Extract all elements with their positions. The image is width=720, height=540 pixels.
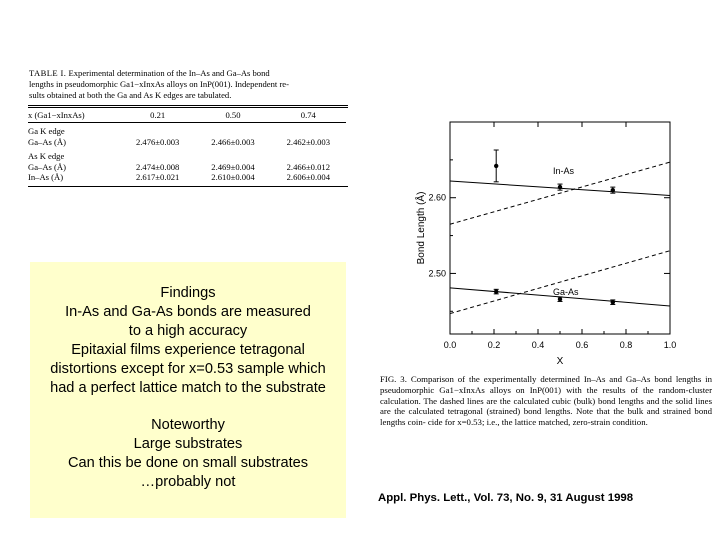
- as-edge-title: As K edge: [28, 151, 65, 161]
- x-tick-label: 0.2: [487, 340, 501, 350]
- figure-caption: [380, 374, 712, 428]
- cubic-calc-line: [450, 251, 670, 314]
- figure-caption-line-6: cide for x=0.53; i.e., the lattice matched, zero-strain condition.: [427, 417, 648, 428]
- table-one: [28, 68, 348, 228]
- ga-edge-title-row: [28, 126, 346, 137]
- table-caption-line-2: lengths in pseudomorphic Ga1−xInxAs alloys on InP(001). Independent re-: [29, 79, 289, 89]
- data-point: [558, 297, 562, 301]
- table-caption-label: TABLE I.: [29, 68, 67, 78]
- x-axis-label: X: [556, 356, 564, 367]
- findings-line-3: Epitaxial films experience tetragonal: [71, 342, 305, 358]
- table-cell: 2.606±0.004: [286, 172, 331, 182]
- table-cell: 2.617±0.021: [135, 172, 180, 182]
- table-cell: 2.610±0.004: [211, 172, 255, 182]
- table-cell: 2.462±0.003: [286, 136, 331, 147]
- table-caption-line-3: sults obtained at both the Ga and As K edges are tabulated.: [29, 90, 232, 100]
- table-caption-line-1: Experimental determination of the In–As and Ga–As bond: [68, 68, 270, 78]
- row-label: In–As (Å): [28, 172, 64, 182]
- table-header-row: [28, 108, 346, 123]
- ga-as-annotation: Ga-As: [553, 287, 579, 297]
- findings-line-1: In-As and Ga-As bonds are measured: [65, 304, 311, 320]
- x-tick-label: 1.0: [663, 340, 677, 350]
- citation: Appl. Phys. Lett., Vol. 73, No. 9, 31 August 1998: [378, 492, 634, 504]
- noteworthy-title: Noteworthy: [151, 417, 225, 433]
- noteworthy-line-3: …probably not: [140, 474, 236, 490]
- table-bottom-rule: [28, 186, 348, 187]
- x-tick-label: 0.8: [619, 340, 633, 350]
- table-row: [28, 162, 346, 173]
- data-point: [611, 300, 615, 304]
- data-point: [494, 289, 498, 293]
- table-header-col-2: 0.50: [225, 109, 241, 120]
- ga-edge-title: Ga K edge: [28, 126, 65, 136]
- table-cell: 2.469±0.004: [211, 161, 255, 172]
- figure-caption-label: FIG. 3.: [380, 374, 407, 384]
- row-label: Ga–As (Å): [28, 161, 66, 172]
- findings-title: Findings: [160, 285, 216, 301]
- data-point: [494, 164, 498, 168]
- table-header-col-1: 0.21: [150, 109, 166, 120]
- figure-three: [408, 118, 708, 368]
- y-tick-label: 2.60: [428, 192, 446, 203]
- table-row: [28, 137, 346, 148]
- findings-line-5: had a perfect lattice match to the substrate: [50, 380, 326, 396]
- table-header-label: x (Ga1−xInxAs): [28, 109, 85, 120]
- row-label: Ga–As (Å): [28, 136, 66, 147]
- data-point: [611, 188, 615, 192]
- x-tick-label: 0.4: [531, 340, 545, 350]
- table-cell: 2.474±0.008: [135, 161, 180, 172]
- table-caption: [29, 68, 348, 101]
- noteworthy-line-1: Large substrates: [133, 436, 243, 452]
- table-cell: 2.476±0.003: [135, 136, 180, 147]
- figure-caption-line-1: Comparison of the experimentally determined In–As and Ga–As: [410, 374, 651, 384]
- y-axis-label: Bond Length (Å): [416, 191, 427, 265]
- x-tick-label: 0.0: [443, 340, 457, 350]
- figure-caption-line-3: results of the random-cluster calculation. The dashed lines are the calculated: [380, 384, 713, 406]
- findings-box: [30, 262, 346, 518]
- as-edge-title-row: [28, 151, 346, 162]
- figure-caption-line-5: (strained) bond lengths. Note that the bulk and strained bond lengths coin-: [380, 406, 713, 428]
- plot-frame: [450, 122, 670, 334]
- data-point: [558, 185, 562, 189]
- table-header-col-3: 0.74: [300, 109, 316, 120]
- figure-caption-line-4: cubic (bulk) bond lengths and the solid lines are the calculated tetragonal: [380, 395, 713, 417]
- table-cell: 2.466±0.003: [211, 136, 255, 147]
- bond-length-table: [28, 108, 346, 183]
- table-cell: 2.466±0.012: [286, 161, 331, 172]
- noteworthy-line-2: Can this be done on small substrates: [67, 455, 309, 471]
- findings-line-2: to a high accuracy: [128, 323, 248, 339]
- x-tick-label: 0.6: [575, 340, 589, 350]
- figure-caption-line-2: bond lengths in pseudomorphic Ga1−xInxAs alloys on InP(001) with the: [380, 374, 713, 395]
- y-tick-label: 2.50: [428, 268, 446, 279]
- bond-length-plot: [408, 118, 708, 368]
- findings-line-4: distortions except for x=0.53 sample which: [50, 361, 326, 377]
- in-as-annotation: In-As: [553, 166, 575, 176]
- table-row: [28, 172, 346, 183]
